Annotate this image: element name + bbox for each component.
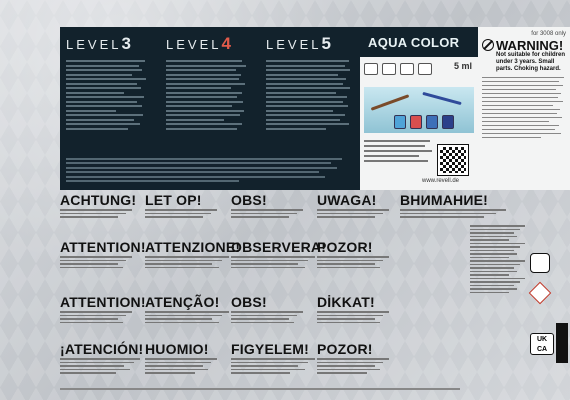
warning-pl — [317, 193, 389, 217]
warning-de — [60, 192, 137, 217]
warning-fi — [145, 342, 217, 366]
panel-footnote — [60, 155, 360, 185]
barcode — [556, 323, 568, 363]
warning-cs — [317, 240, 389, 264]
level-word: LEVEL — [66, 37, 122, 52]
compliance-text — [470, 223, 525, 295]
hazard-icon — [529, 282, 552, 305]
recycling-icon — [530, 253, 550, 273]
warning-heading: UWAGA! — [317, 192, 377, 208]
product-photo — [364, 87, 474, 133]
product-header — [360, 27, 478, 57]
warning-heading: WARNING! — [496, 38, 564, 53]
warning-heading: ATTENTION! — [60, 294, 146, 310]
warning-tr — [317, 295, 389, 319]
compliance-area — [470, 223, 570, 398]
warning-es — [60, 341, 144, 366]
paint-jar — [410, 115, 422, 129]
level-panel — [60, 27, 360, 190]
level-5-title — [266, 34, 354, 54]
warning-sv — [231, 239, 327, 264]
brush-image — [371, 94, 410, 110]
footer-text — [60, 388, 460, 394]
ukca-mark: UK CA — [530, 333, 554, 355]
age-restriction-icon — [482, 39, 494, 51]
warning-no — [231, 295, 303, 319]
paint-jar — [394, 115, 406, 129]
warning-heading: ACHTUNG! — [60, 192, 137, 208]
level-4-title — [166, 34, 249, 54]
warning-heading: HUOMIO! — [145, 341, 209, 357]
warning-sk — [317, 342, 389, 366]
warning-da — [231, 193, 303, 217]
warning-panel — [478, 27, 570, 190]
warning-ru — [400, 193, 520, 217]
warning-pt — [145, 295, 229, 319]
brush-image — [422, 92, 461, 105]
volume-label: 5 ml — [453, 61, 472, 71]
warning-heading: LET OP! — [145, 192, 202, 208]
level-number: 5 — [321, 34, 331, 53]
warning-hu — [231, 342, 315, 366]
warning-heading: OBS! — [231, 294, 267, 310]
brush-icon — [364, 63, 378, 75]
clean-icon — [418, 63, 432, 75]
level-word: LEVEL — [266, 37, 322, 52]
website-url: www.revell.de — [422, 178, 460, 184]
mix-icon — [400, 63, 414, 75]
qr-code — [438, 145, 468, 175]
level-5-text — [266, 60, 354, 130]
warning-en — [60, 239, 146, 264]
warning-body — [482, 77, 566, 139]
warning-heading: ATENÇÃO! — [145, 294, 220, 310]
paint-jar — [442, 115, 454, 129]
warning-nl — [145, 193, 217, 217]
level-3-text — [66, 60, 149, 130]
warning-heading: DİKKAT! — [317, 294, 375, 310]
warning-subtext: Not suitable for children under 3 years. Small parts. Choking hazard. — [496, 52, 566, 73]
warning-heading: OBS! — [231, 192, 267, 208]
warning-fr — [60, 294, 146, 319]
warning-heading: OBSERVERA! — [231, 239, 327, 255]
warning-heading: FIGYELEM! — [231, 341, 310, 357]
warning-heading: ATTENTION! — [60, 239, 146, 255]
level-3-title — [66, 34, 149, 54]
paint-jar — [426, 115, 438, 129]
level-4-text — [166, 60, 249, 130]
warning-heading: ATTENZIONE! — [145, 239, 241, 255]
product-title: AQUA COLOR — [368, 35, 460, 50]
warning-heading: POZOR! — [317, 239, 373, 255]
warning-heading: POZOR! — [317, 341, 373, 357]
product-panel — [360, 27, 478, 190]
level-number: 3 — [121, 34, 131, 53]
level-number: 4 — [221, 34, 231, 53]
water-icon — [382, 63, 396, 75]
level-word: LEVEL — [166, 37, 222, 52]
warning-heading: ВНИМАНИЕ! — [400, 192, 489, 208]
warning-heading: ¡ATENCIÓN! — [60, 341, 144, 357]
age-label: for 3008 only — [531, 31, 566, 37]
warning-it — [145, 239, 241, 264]
